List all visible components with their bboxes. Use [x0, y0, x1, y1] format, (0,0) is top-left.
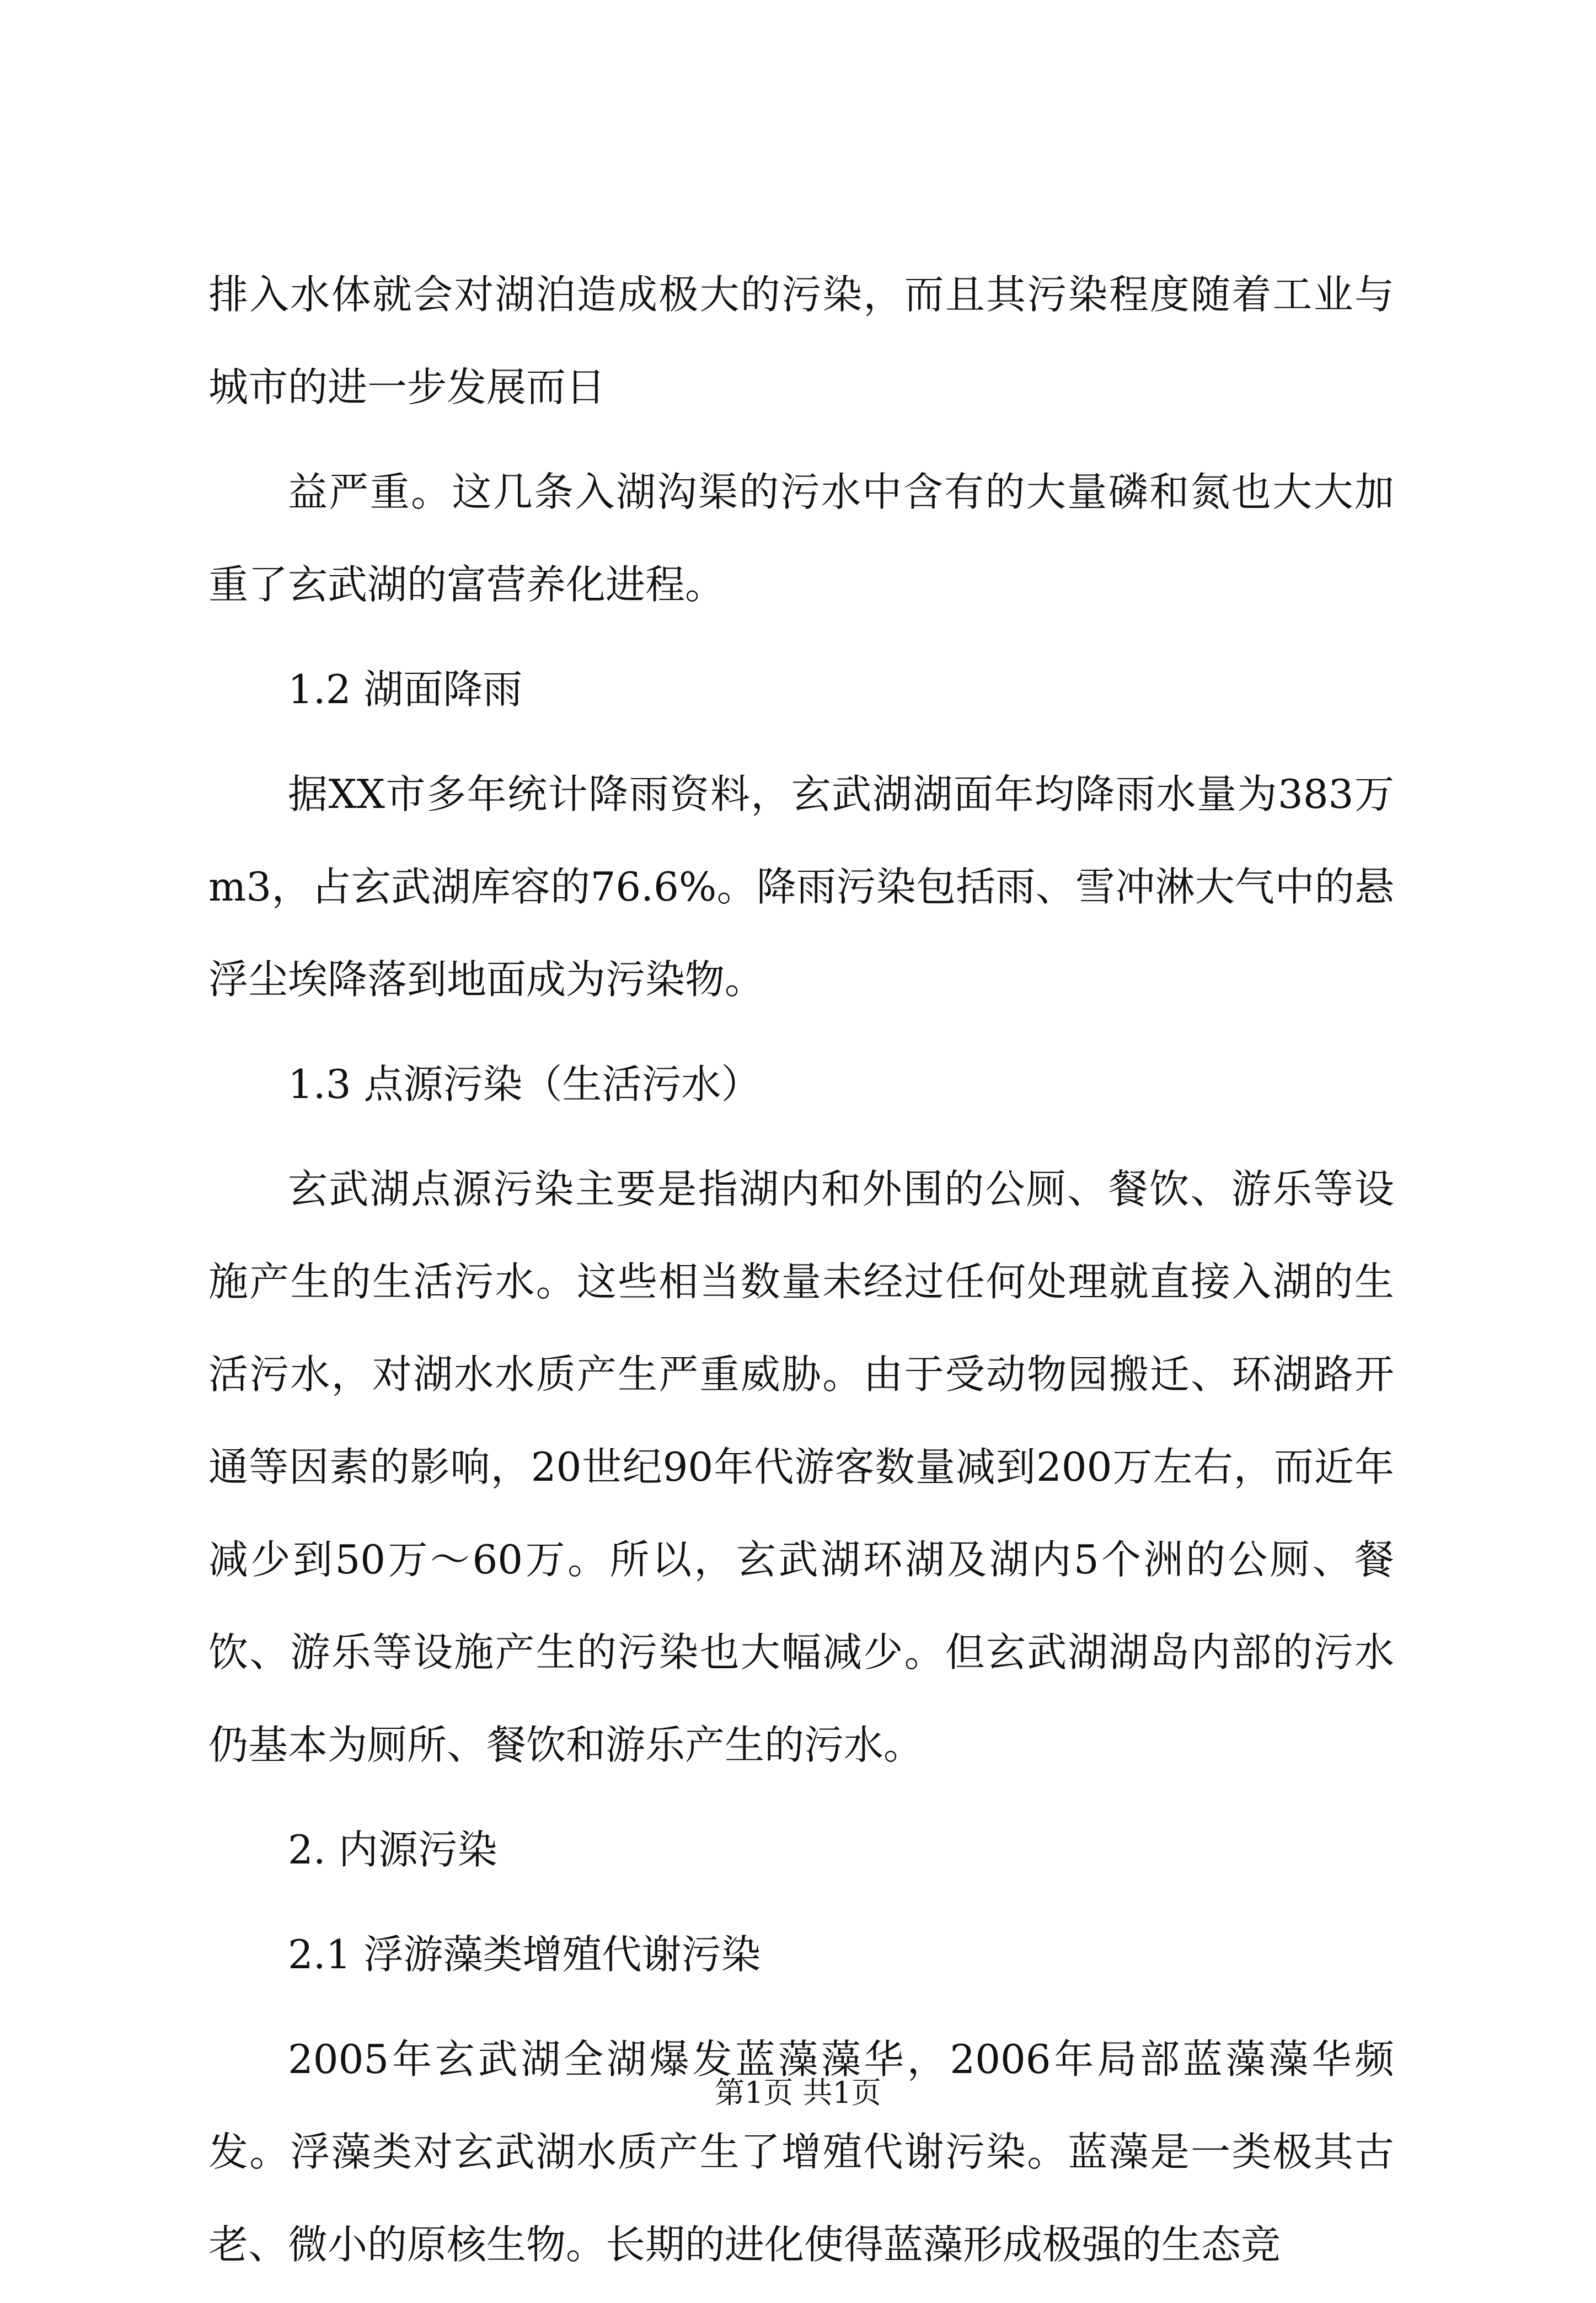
document-body — [208, 248, 1394, 2303]
section-heading-2: 2. 内源污染 — [288, 1827, 497, 1873]
paragraph-continuation: 排入水体就会对湖泊造成极大的污染，而且其污染程度随着工业与城市的进一步发展而日 — [208, 271, 1394, 410]
paragraph-eutrophication: 益严重。这几条入湖沟渠的污水中含有的大量磷和氮也大大加重了玄武湖的富营养化进程。 — [208, 469, 1394, 608]
paragraph-point-source: 玄武湖点源污染主要是指湖内和外围的公厕、餐饮、游乐等设施产生的生活污水。这些相当数量未经过任何处理就直接入湖的生活污水，对湖水水质产生严重威胁。由于受动物园搬迁、环湖路开通等因素的影响，20世纪90年代游客数量减到200万左右，而近年减少到50万～60万。所以，玄武湖环湖及湖内5个洲的公厕、餐饮、游乐等设施产生的污染也大幅减少。但玄武湖湖岛内部的污水仍基本为厕所、餐饮和游乐产生的污水。 — [208, 1166, 1394, 1768]
page-footer: 第1页 共1页 — [715, 2075, 881, 2110]
paragraph-rainfall: 据XX市多年统计降雨资料，玄武湖湖面年均降雨水量为383万m3，占玄武湖库容的76.6%。降雨污染包括雨、雪冲淋大气中的悬浮尘埃降落到地面成为污染物。 — [208, 771, 1394, 1003]
section-heading-1-2: 1.2 湖面降雨 — [288, 666, 523, 713]
paragraph-algae: 2005年玄武湖全湖爆发蓝藻藻华，2006年局部蓝藻藻华频发。浮藻类对玄武湖水质产生了增殖代谢污染。蓝藻是一类极其古老、微小的原核生物。长期的进化使得蓝藻形成极强的生态竞 — [208, 2036, 1394, 2268]
section-heading-2-1: 2.1 浮游藻类增殖代谢污染 — [288, 1931, 761, 1978]
section-heading-1-3: 1.3 点源污染（生活污水） — [288, 1061, 761, 1107]
